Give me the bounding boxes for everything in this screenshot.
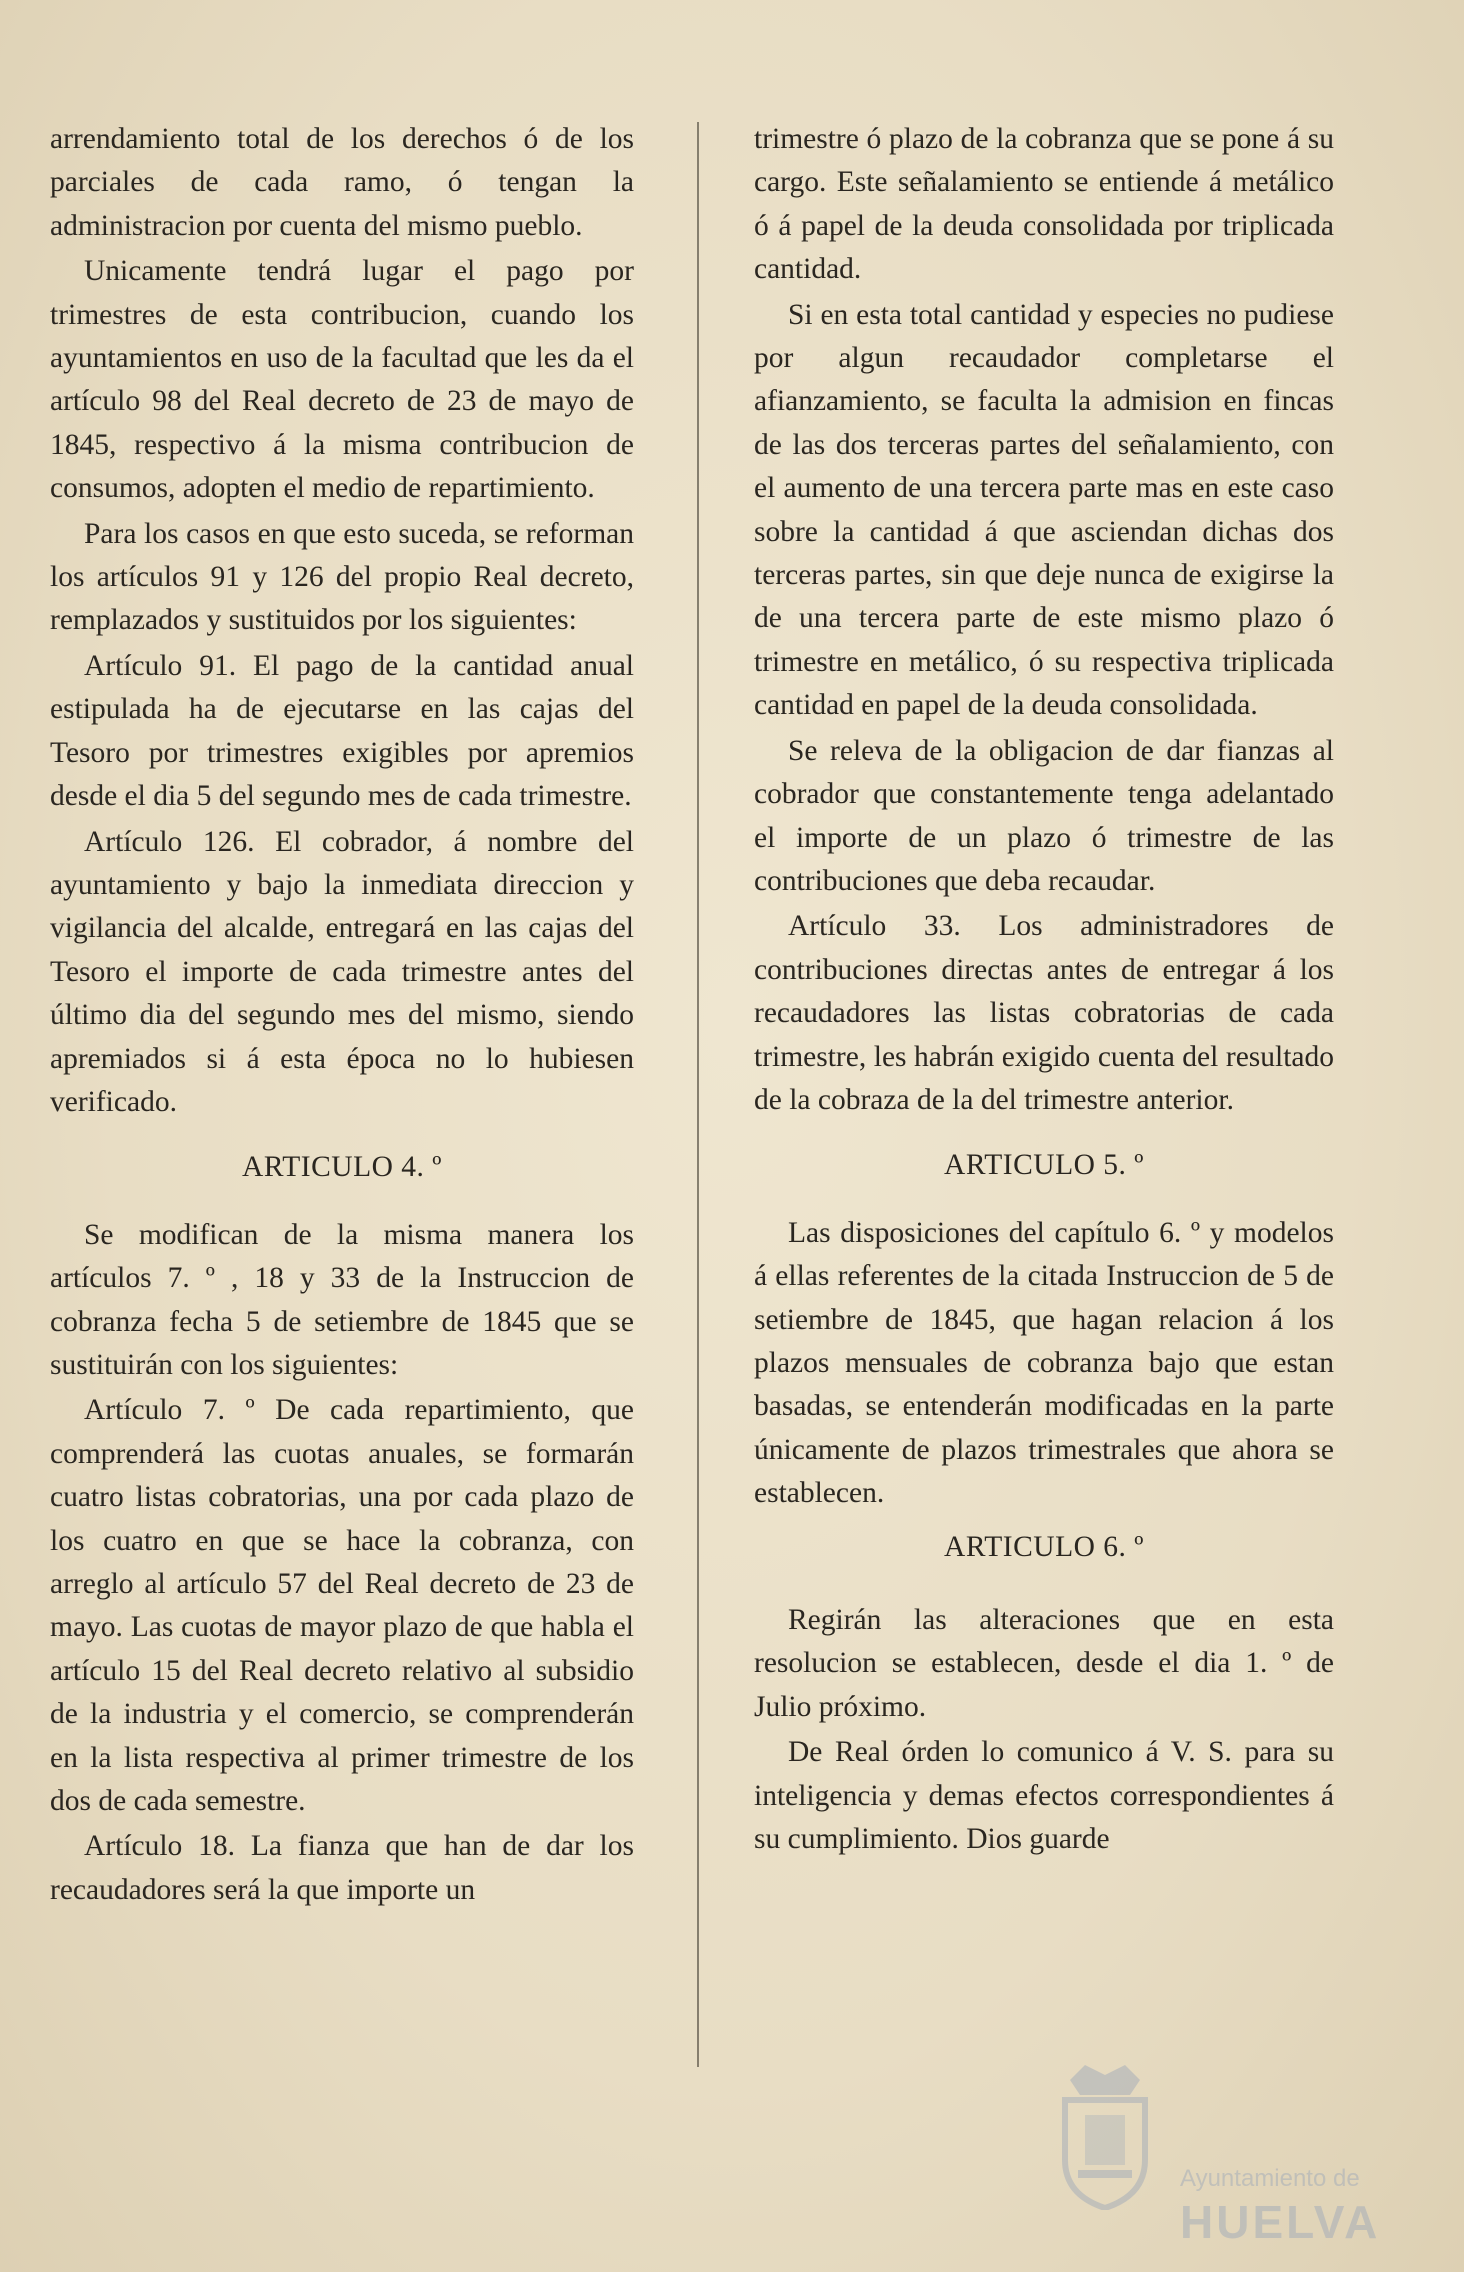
paragraph: Se modifican de la misma manera los artículos 7. º , 18 y 33 de la Instruccion de cobranza fecha 5 de setiembre de 1845 que se sustituirán con los siguientes:: [50, 1218, 634, 1381]
paragraph: Artículo 18. La fianza que han de dar los recaudadores será la que importe un: [50, 1830, 634, 1906]
left-column: [50, 118, 634, 1912]
right-column: [754, 118, 1334, 1861]
paragraph: trimestre ó plazo de la cobranza que se pone á su cargo. Este señalamiento se entiende á metálico ó á papel de la deuda consolidada por triplicada cantidad.: [754, 123, 1334, 286]
paragraph: Artículo 91. El pago de la cantidad anual estipulada ha de ejecutarse en las cajas del Tesoro por trimestres exigibles por apremios desde el dia 5 del segundo mes de cada trimestre.: [50, 649, 634, 813]
watermark-line2: HUELVA: [1180, 2196, 1381, 2248]
city-shield-icon: [1050, 2060, 1160, 2210]
paragraph: Unicamente tendrá lugar el pago por trimestres de esta contribucion, cuando los ayuntamientos en uso de la facultad que les da el artículo 98 del Real decreto de 23 de mayo de 1845, respectivo á la misma contribucion de consumos, adopten el medio de repartimiento.: [50, 255, 634, 505]
paragraph: Si en esta total cantidad y especies no pudiese por algun recaudador completarse el afianzamiento, se faculta la admision en fincas de las dos terceras partes del señalamiento, con el aumento de una tercera parte mas en este caso sobre la cantidad á que asciendan dichas dos terceras partes, sin que deje nunca de exigirse la de una tercera parte de este mismo plazo ó trimestre en metálico, ó su respectiva triplicada cantidad en papel de la deuda consolidada.: [754, 298, 1334, 722]
article-heading: ARTICULO 4. º: [242, 1151, 442, 1184]
paragraph: Artículo 7. º De cada repartimiento, que comprenderá las cuotas anuales, se formarán cuatro listas cobratorias, una por cada plazo de los cuatro en que se hace la cobranza, con arreglo al artículo 57 del Real decreto de 23 de mayo. Las cuotas de mayor plazo de que habla el artículo 15 del Real decreto relativo al subsidio de la industria y el comercio, se comprenderán en la lista respectiva al primer trimestre de los dos de cada semestre.: [50, 1394, 634, 1818]
paragraph: Regirán las alteraciones que en esta resolucion se establecen, desde el dia 1. º de Julio próximo.: [754, 1604, 1334, 1723]
article-heading: ARTICULO 5. º: [944, 1149, 1144, 1182]
paragraph: Artículo 126. El cobrador, á nombre del ayuntamiento y bajo la inmediata direccion y vigilancia del alcalde, entregará en las cajas del Tesoro el importe de cada trimestre antes del último dia del segundo mes del mismo, siendo apremiados si á esta época no lo hubiesen verificado.: [50, 825, 634, 1118]
article-heading: ARTICULO 6. º: [944, 1530, 1144, 1563]
column-divider: [697, 122, 699, 2067]
paragraph: De Real órden lo comunico á V. S. para su inteligencia y demas efectos correspondientes á su cumplimiento. Dios guarde: [754, 1736, 1334, 1856]
watermark-line1: Ayuntamiento de: [1180, 2165, 1360, 2192]
paragraph: Las disposiciones del capítulo 6. º y modelos á ellas referentes de la citada Instruccion de 5 de setiembre de 1845, que hagan relacion á los plazos mensuales de cobranza bajo que estan basadas, se entenderán modificadas en la parte únicamente de plazos trimestrales que ahora se establecen.: [754, 1216, 1334, 1510]
paragraph: Artículo 33. Los administradores de contribuciones directas antes de entregar á los recaudadores las listas cobratorias de cada trimestre, les habrán exigido cuenta del resultado de la cobraza de la del trimestre anterior.: [754, 910, 1334, 1116]
paragraph: Se releva de la obligacion de dar fianzas al cobrador que constantemente tenga adelantado el importe de un plazo ó trimestre de las contribuciones que deba recaudar.: [754, 734, 1334, 897]
huelva-watermark: [1050, 2050, 1390, 2250]
paragraph: arrendamiento total de los derechos ó de los parciales de cada ramo, ó tengan la administracion por cuenta del mismo pueblo.: [50, 123, 634, 242]
paragraph: Para los casos en que esto suceda, se reforman los artículos 91 y 126 del propio Real decreto, remplazados y sustituidos por los siguientes:: [50, 517, 634, 637]
